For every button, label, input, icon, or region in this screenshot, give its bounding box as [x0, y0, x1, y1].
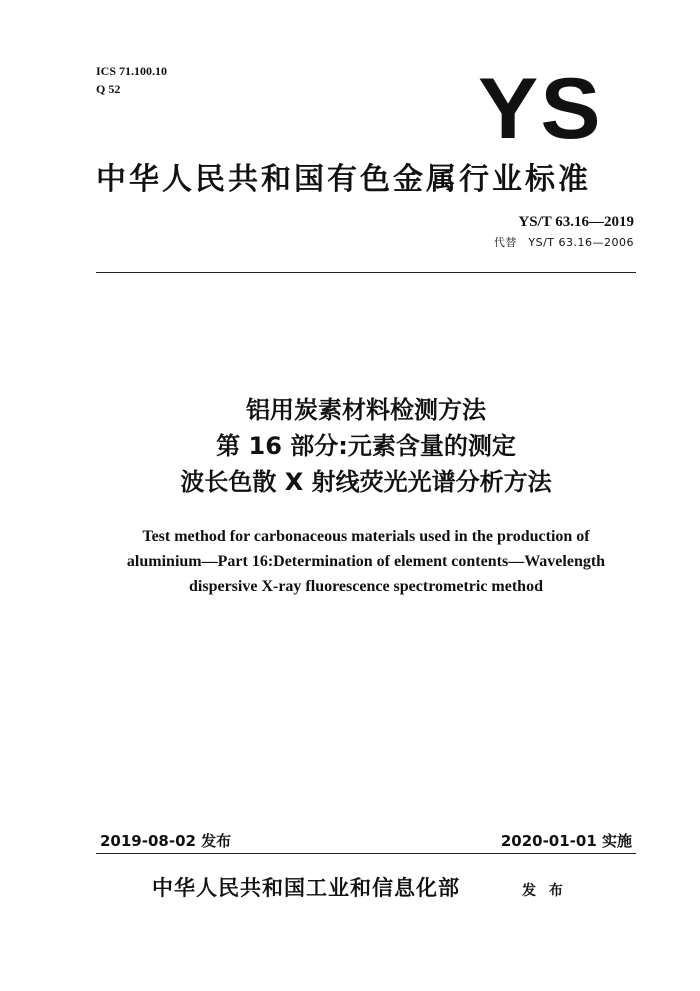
ics-code: ICS 71.100.10 — [96, 64, 168, 78]
replaces-note: 代替 YS/T 63.16—2006 — [493, 236, 634, 249]
issuing-authority: 中华人民共和国工业和信息化部 — [152, 876, 460, 900]
ics-block — [96, 62, 167, 98]
chinese-title-line-2: 第 16 部分:元素含量的测定 — [216, 432, 516, 460]
footer-divider — [96, 853, 636, 854]
header-divider — [96, 272, 636, 273]
chinese-title-line-3: 波长色散 X 射线荧光光谱分析方法 — [180, 468, 552, 496]
classification-code: Q 52 — [96, 82, 121, 96]
standard-code: YS/T 63.16—2019 — [518, 214, 634, 230]
logo-text: YS — [478, 61, 603, 157]
english-title — [96, 524, 636, 599]
chinese-title-line-1: 铝用炭素材料检测方法 — [246, 396, 486, 424]
english-title-line-2: aluminium—Part 16:Determination of element contents—Wavelength — [126, 553, 606, 570]
issue-date: 2019-08-02 发布 — [100, 832, 232, 850]
chinese-title — [96, 392, 636, 500]
ys-logo — [478, 61, 606, 157]
english-title-line-1: Test method for carbonaceous materials used in the production of — [142, 528, 590, 545]
implementation-date: 2020-01-01 实施 — [500, 832, 632, 850]
english-title-line-3: dispersive X-ray fluorescence spectrometric method — [189, 578, 543, 595]
publish-label: 发 布 — [522, 883, 567, 899]
standard-category-title: 中华人民共和国有色金属行业标准 — [96, 162, 591, 197]
